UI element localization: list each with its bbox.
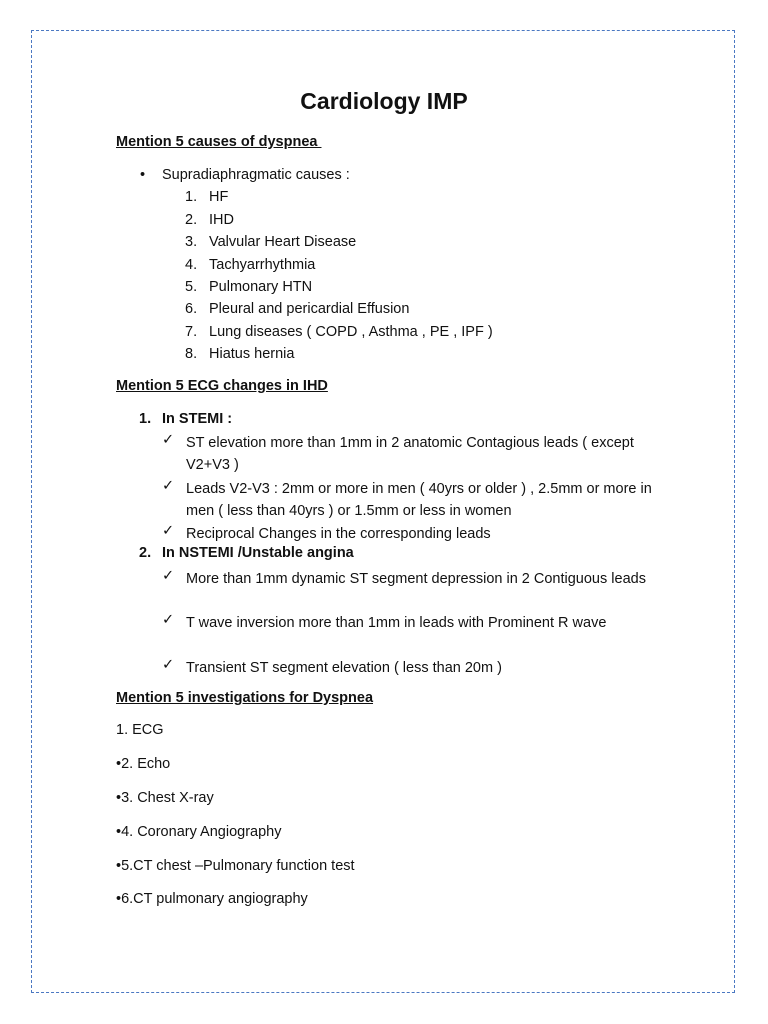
checkmark-icon: ✓ [162,523,175,539]
section-heading-ecg-changes: Mention 5 ECG changes in IHD [116,378,328,394]
list-item: Hiatus hernia [209,346,295,362]
bullet-icon: • [140,167,146,183]
list-item: •3. Chest X-ray [116,790,214,806]
list-item: HF [209,189,229,205]
checkmark-icon: ✓ [162,432,175,448]
group-label-nstemi: In NSTEMI /Unstable angina [162,545,354,561]
list-item: •6.CT pulmonary angiography [116,891,308,907]
list-item: •4. Coronary Angiography [116,824,282,840]
list-item-number: 8. [185,346,198,362]
list-item: •5.CT chest –Pulmonary function test [116,858,355,874]
list-item: More than 1mm dynamic ST segment depression in 2 Contiguous leads [186,571,646,587]
checkmark-icon: ✓ [162,657,175,673]
group-number: 2. [139,545,152,561]
group-label-stemi: In STEMI : [162,411,233,427]
list-item: Transient ST segment elevation ( less than 20m ) [186,660,502,676]
bullet-text: Supradiaphragmatic causes : [162,167,350,183]
list-item: Tachyarrhythmia [209,257,316,273]
section-heading-dyspnea-causes: Mention 5 causes of dyspnea [116,134,322,150]
checkmark-icon: ✓ [162,478,175,494]
list-item-number: 3. [185,234,198,250]
list-item-number: 1. [185,189,198,205]
list-item: Pulmonary HTN [209,279,313,295]
list-item: Lung diseases ( COPD , Asthma , PE , IPF ) [209,324,493,340]
list-item-number: 5. [185,279,198,295]
group-number: 1. [139,411,152,427]
checkmark-icon: ✓ [162,568,175,584]
list-item-number: 6. [185,301,198,317]
section-heading-investigations: Mention 5 investigations for Dyspnea [116,690,374,706]
list-item: Pleural and pericardial Effusion [209,301,410,317]
list-item: IHD [209,212,234,228]
list-item: Valvular Heart Disease [209,234,357,250]
list-item: •2. Echo [116,756,171,772]
list-item: Reciprocal Changes in the corresponding leads [186,526,491,542]
list-item: ST elevation more than 1mm in 2 anatomic Contagious leads ( except V2+V3 ) [186,435,634,473]
list-item-number: 2. [185,212,198,228]
checkmark-icon: ✓ [162,612,175,628]
list-item: T wave inversion more than 1mm in leads with Prominent R wave [186,615,607,631]
list-item-number: 4. [185,257,198,273]
list-item-number: 7. [185,324,198,340]
page-title: Cardiology IMP [300,88,468,114]
list-item: Leads V2-V3 : 2mm or more in men ( 40yrs or older ) , 2.5mm or more in men ( less than 40yrs ) or 1.5mm or less in women [186,481,652,519]
list-item: 1. ECG [116,722,164,738]
